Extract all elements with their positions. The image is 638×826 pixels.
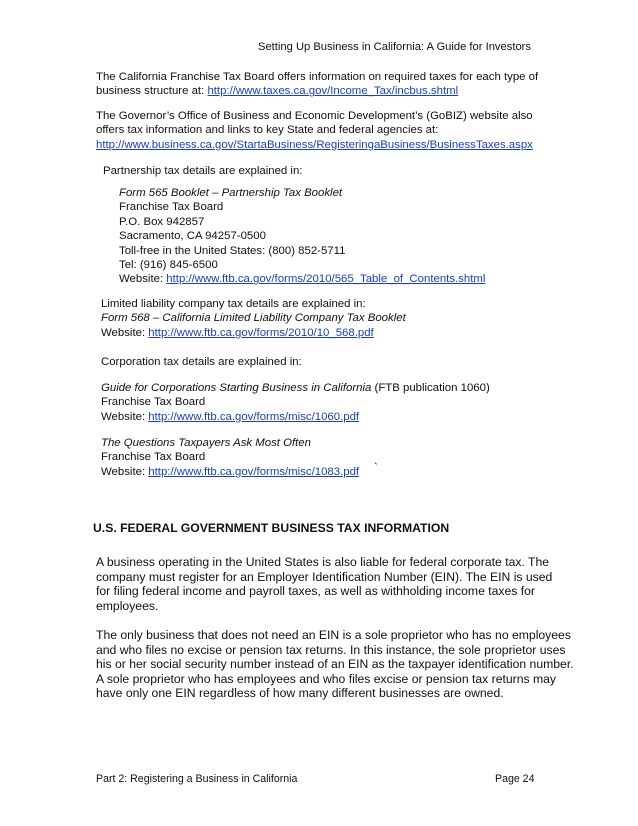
- llc-website-label: Website:: [101, 326, 149, 339]
- gobiz-line-2: offers tax information and links to key State and federal agencies at:: [96, 124, 439, 137]
- partnership-pobox: P.O. Box 942857: [119, 215, 205, 228]
- partnership-website: [119, 272, 485, 286]
- federal-p1-line: for filing federal income and payroll taxes, as well as withholding income taxes for: [96, 584, 535, 599]
- guide-title-line: [101, 381, 490, 395]
- form-565-link[interactable]: http://www.ftb.ca.gov/forms/2010/565_Table_of_Contents.shtml: [166, 273, 486, 286]
- gobiz-taxes-link[interactable]: http://www.business.ca.gov/StartaBusiness/RegisteringaBusiness/BusinessTaxes.aspx: [96, 138, 533, 151]
- partnership-intro: Partnership tax details are explained in:: [103, 165, 303, 177]
- ftb-incbus-link[interactable]: http://www.taxes.ca.gov/Income_Tax/incbus.shtml: [207, 85, 459, 98]
- form-568-title: Form 568 – California Limited Liability Company Tax Booklet: [101, 312, 406, 325]
- ftb-paragraph: [96, 70, 538, 99]
- federal-paragraph-2: [96, 628, 574, 701]
- form-568-link[interactable]: http://www.ftb.ca.gov/forms/2010/10_568.pdf: [148, 326, 374, 339]
- pub-1083-link[interactable]: http://www.ftb.ca.gov/forms/misc/1083.pdf: [148, 465, 360, 478]
- guide-title: Guide for Corporations Starting Business in California: [101, 382, 372, 394]
- partnership-tel: Tel: (916) 845-6500: [119, 259, 218, 272]
- partnership-block: [119, 186, 485, 287]
- federal-p2-line: and who files no excise or pension tax returns. In this instance, the sole proprietor uses: [96, 642, 566, 657]
- federal-paragraph-1: [96, 555, 552, 613]
- footer-section: Part 2: Registering a Business in California: [96, 773, 298, 785]
- federal-p2-line: have only one EIN regardless of how many different businesses are owned.: [96, 686, 504, 701]
- partnership-city: Sacramento, CA 94257-0500: [119, 230, 266, 243]
- partnership-org: Franchise Tax Board: [119, 201, 224, 214]
- llc-website: [101, 326, 406, 340]
- questions-website: [101, 465, 359, 479]
- guide-note: (FTB publication 1060): [371, 382, 490, 394]
- stray-backtick: `: [374, 462, 378, 474]
- ftb-line-2-text: business structure at:: [96, 85, 208, 98]
- guide-org: Franchise Tax Board: [101, 396, 206, 409]
- partnership-website-label: Website:: [119, 273, 167, 286]
- federal-p1-line: A business operating in the United States is also liable for federal corporate tax. The: [96, 555, 550, 569]
- questions-org: Franchise Tax Board: [101, 451, 206, 464]
- pub-1060-link[interactable]: http://www.ftb.ca.gov/forms/misc/1060.pdf: [148, 410, 360, 423]
- form-565-title: Form 565 Booklet – Partnership Tax Booklet: [119, 187, 343, 199]
- llc-intro: Limited liability company tax details are explained in:: [101, 298, 366, 310]
- federal-p2-line: The only business that does not need an EIN is a sole proprietor who has no employees: [96, 628, 571, 642]
- federal-p1-line: employees.: [96, 598, 159, 613]
- questions-website-label: Website:: [101, 465, 149, 478]
- federal-p2-line: A sole proprietor who has employees and who files excise or pension tax returns may: [96, 671, 556, 686]
- ftb-line-1: The California Franchise Tax Board offers information on required taxes for each type of: [96, 71, 539, 83]
- ftb-line-2: [96, 84, 538, 98]
- corporation-intro: Corporation tax details are explained in:: [101, 356, 302, 368]
- gobiz-paragraph: [96, 109, 533, 152]
- partnership-tollfree: Toll-free in the United States: (800) 852-5711: [119, 244, 346, 257]
- federal-p1-line: company must register for an Employer Identification Number (EIN). The EIN is used: [96, 569, 553, 584]
- questions-title: The Questions Taxpayers Ask Most Often: [101, 437, 311, 449]
- page-number: Page 24: [495, 773, 535, 785]
- page-header: Setting Up Business in California: A Guide for Investors: [258, 41, 531, 53]
- llc-block: [101, 297, 406, 340]
- guide-website: [101, 410, 490, 424]
- guide-block: [101, 381, 490, 424]
- federal-p2-line: his or her social security number instead of an EIN as the taxpayer identification number.: [96, 657, 574, 672]
- federal-heading: U.S. FEDERAL GOVERNMENT BUSINESS TAX INFORMATION: [93, 521, 450, 535]
- guide-website-label: Website:: [101, 410, 149, 423]
- gobiz-line-1: The Governor’s Office of Business and Economic Development’s (GoBIZ) website also: [96, 110, 533, 122]
- questions-block: [101, 436, 359, 479]
